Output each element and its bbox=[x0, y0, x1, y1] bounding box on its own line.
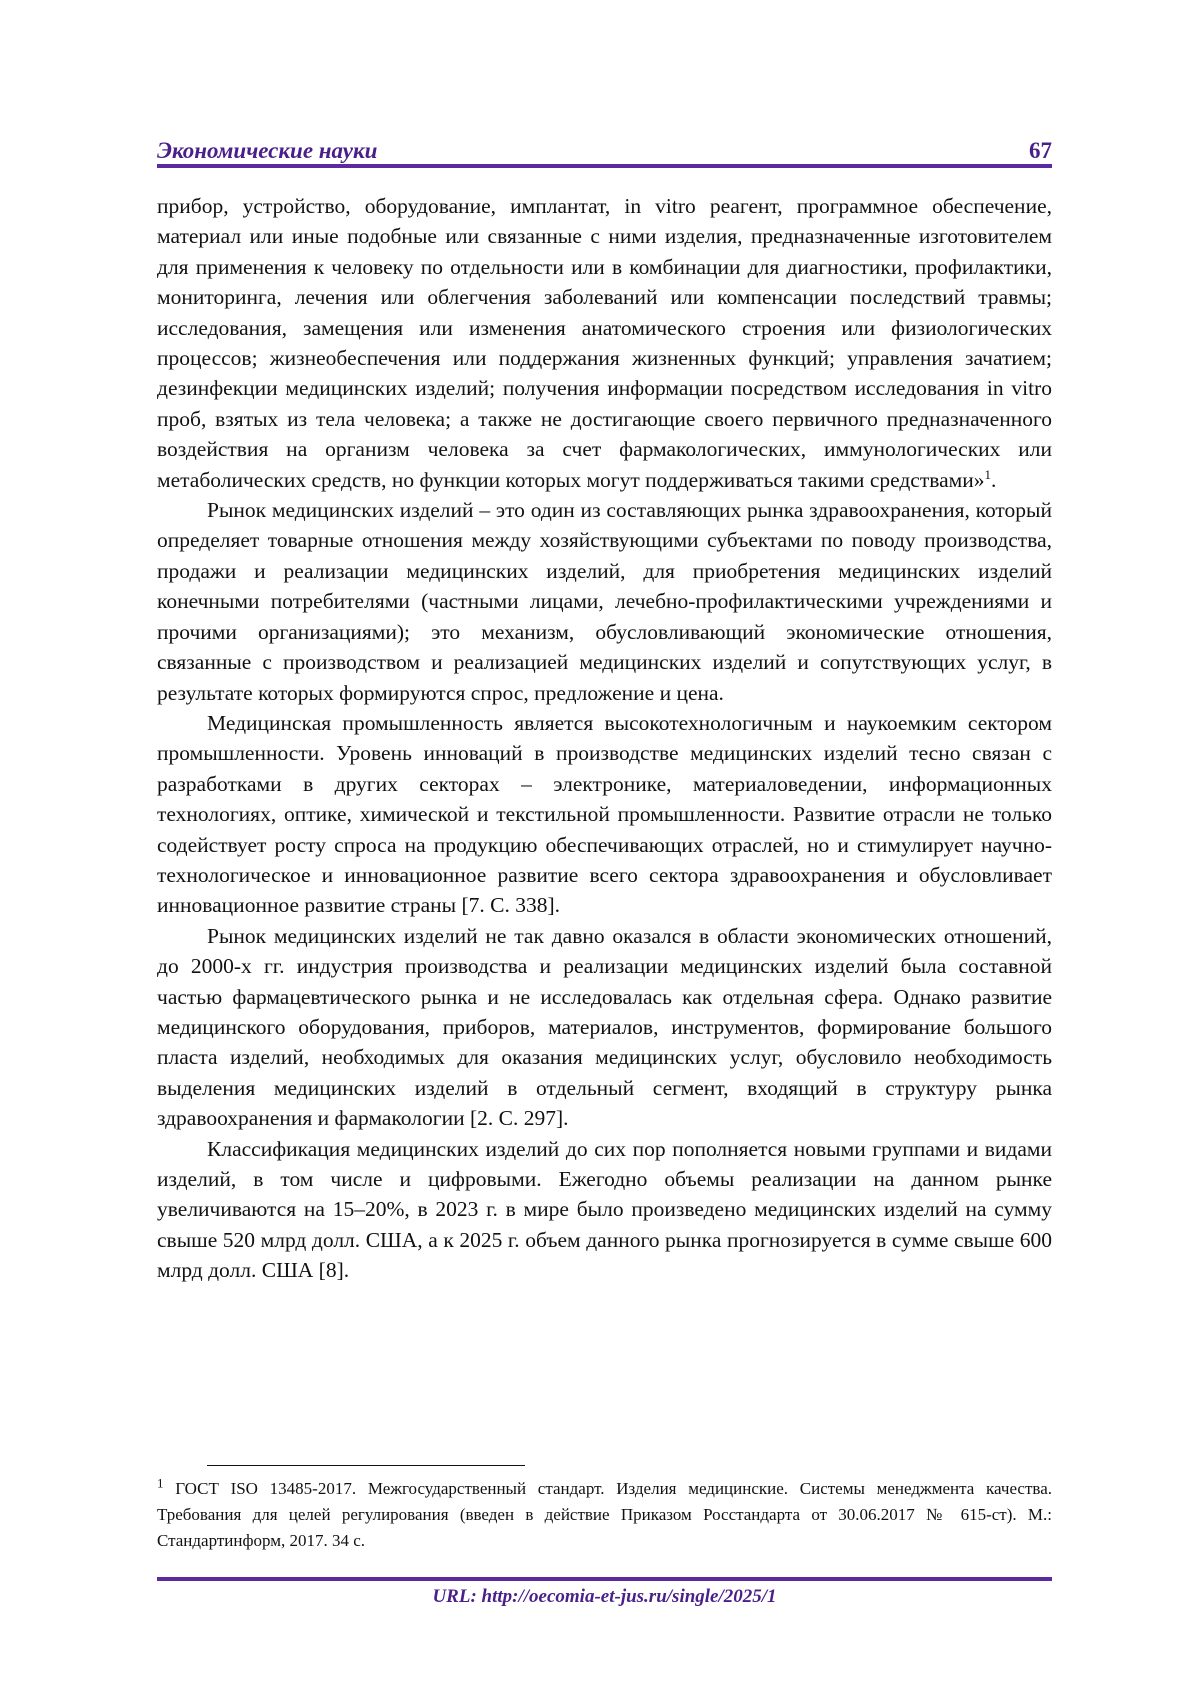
footnotes bbox=[157, 1476, 1052, 1554]
footer-url[interactable]: URL: http://oecomia-et-jus.ru/single/2025/1 bbox=[432, 1586, 777, 1607]
running-header bbox=[157, 128, 1052, 164]
header-divider bbox=[157, 164, 1052, 168]
section-title: Экономические науки bbox=[157, 138, 378, 163]
footnote-divider bbox=[207, 1465, 525, 1466]
footer-divider bbox=[157, 1577, 1052, 1581]
paragraph-5: Классификация медицинских изделий до сих пор пополняется новыми группами и видами изделий, в том числе и цифровыми. Ежегодно объемы реализации на данном рынке увеличиваются на 15–20%, в 2023 г. в мире было произведено медицинских изделий на сумму свыше 520 млрд долл. США, а к 2025 г. объем данного рынка прогнозируется в сумме свыше 600 млрд долл. США [8]. bbox=[157, 1136, 1052, 1283]
paragraph-3: Медицинская промышленность является высокотехнологичным и наукоемким сектором промышленности. Уровень инноваций в производстве медицинских изделий тесно связан с разработками в других секторах – электронике, материаловедении, информационных технологиях, оптике, химической и текстильной промышленности. Развитие отрасли не только содействует росту спроса на продукцию обеспечивающих отраслей, но и стимулирует научно-технологическое и инновационное развитие всего сектора здравоохранения и обусловливает инновационное развитие страны [7. С. 338]. bbox=[157, 710, 1052, 918]
paragraph-2: Рынок медицинских изделий – это один из составляющих рынка здравоохранения, который определяет товарные отношения между хозяйствующими субъектами по поводу производства, продажи и реализации медицинских изделий, для приобретения медицинских изделий конечными потребителями (частными лицами, лечебно-профилактическими учреждениями и прочими организациями); это механизм, обусловливающий экономические отношения, связанные с производством и реализацией медицинских изделий и сопутствующих услуг, в результате которых формируются спрос, предложение и цена. bbox=[157, 498, 1052, 705]
footnote-reference[interactable]: 1 bbox=[984, 466, 992, 482]
paragraph-1-end: . bbox=[991, 467, 997, 492]
paragraph-1 bbox=[157, 191, 1052, 495]
paragraph-4: Рынок медицинских изделий не так давно оказался в области экономических отношений, до 2000-х гг. индустрия производства и реализации медицинских изделий была составной частью фармацевтического рынка и не исследовалась как отдельная сфера. Однако развитие медицинского оборудования, приборов, материалов, инструментов, формирование большого пласта изделий, необходимых для оказания медицинских услуг, обусловило необходимость выделения медицинских изделий в отдельный сегмент, входящий в структуру рынка здравоохранения и фармакологии [2. С. 297]. bbox=[157, 923, 1052, 1131]
journal-page bbox=[157, 0, 1052, 1705]
footnote-marker: 1 bbox=[157, 1475, 164, 1491]
paragraph-1-text: прибор, устройство, оборудование, имплантат, in vitro реагент, программное обеспечение, материал или иные подобные или связанные с ними изделия, предназначенные изготовителем для применения к человеку по отдельности или в комбинации для диагностики, профилактики, мониторинга, лечения или облегчения заболеваний или компенсации последствий травмы; исследования, замещения или изменения анатомического строения или физиологических процессов; жизнеобеспечения или поддержания жизненных функций; управления зачатием; дезинфекции медицинских изделий; получения информации посредством исследования in vitro проб, взятых из тела человека; а также не достигающие своего первичного предназначенного воздействия на организм человека за счет фармакологических, иммунологических или метаболических средств, но функции которых могут поддерживаться такими средствами» bbox=[157, 194, 1052, 492]
article-body bbox=[157, 191, 1052, 1286]
page-number: 67 bbox=[1029, 138, 1052, 163]
footnote-text: ГОСТ ISO 13485-2017. Межгосударственный стандарт. Изделия медицинские. Системы менеджмента качества. Требования для целей регулирования (введен в действие Приказом Росстандарта от 30.06.2017 № 615-ст). М.: Стандартинформ, 2017. 34 с. bbox=[157, 1479, 1052, 1550]
footnote-1 bbox=[157, 1476, 1052, 1554]
